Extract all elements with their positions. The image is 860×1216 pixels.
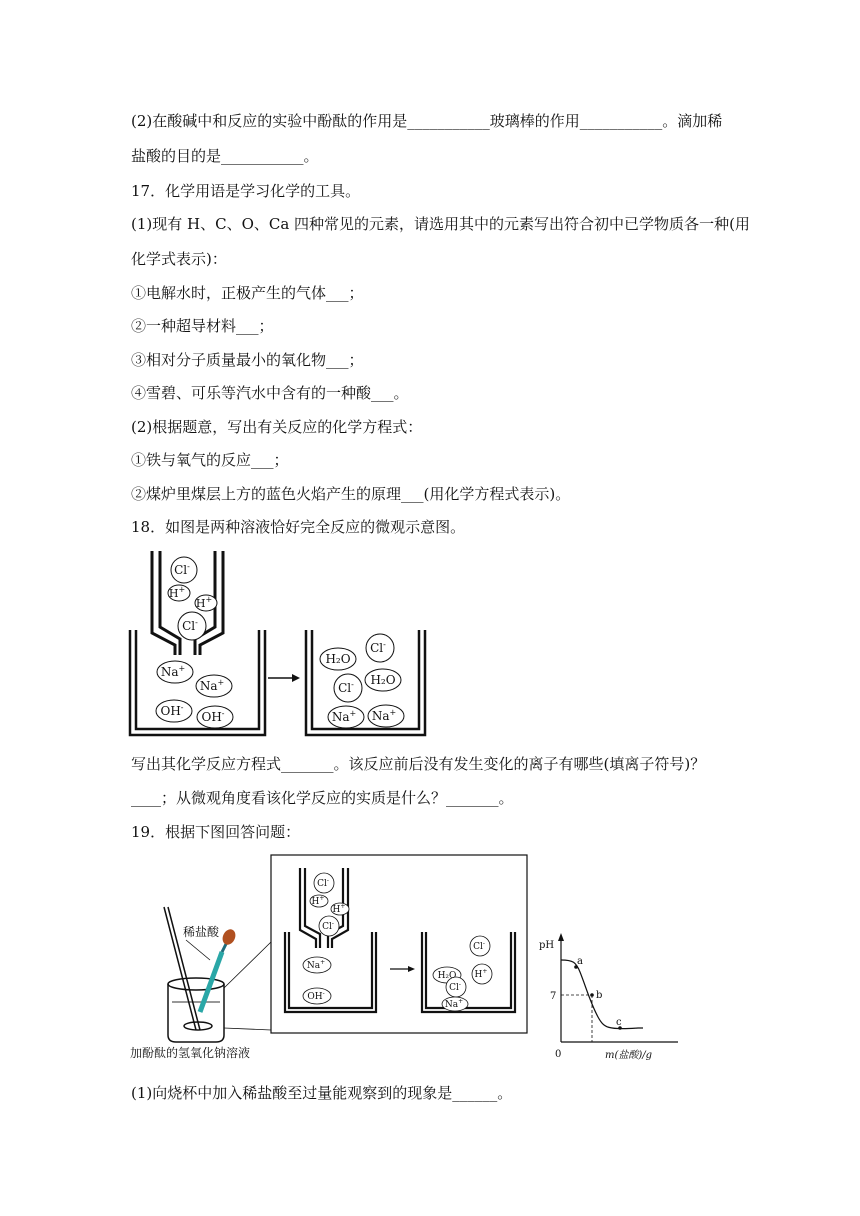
q17-item-3: ③相对分子质量最小的氧化物___；: [131, 351, 364, 369]
svg-text:H+: H+: [168, 585, 186, 600]
svg-text:Na+: Na+: [160, 664, 186, 679]
svg-text:Cl-: Cl-: [370, 640, 386, 655]
svg-text:Na+: Na+: [331, 709, 357, 724]
q17-item-4: ④雪碧、可乐等汽水中含有的一种酸___。: [131, 384, 409, 402]
point-a-label: a: [577, 956, 583, 967]
svg-text:Cl-: Cl-: [338, 680, 354, 695]
graph-y-label: pH: [539, 940, 555, 951]
svg-text:Cl-: Cl-: [473, 940, 485, 952]
q18-answer-line-1: 写出其化学反应方程式_______。该反应前后没有发生变化的离子有哪些(填离子符号)？: [131, 755, 706, 773]
q18-answer-line-2: ____；从微观角度看该化学反应的实质是什么？_______。: [131, 789, 514, 807]
point-b-label: b: [596, 990, 603, 1001]
svg-text:H+: H+: [311, 895, 325, 907]
svg-text:H+: H+: [195, 595, 213, 610]
q17-eq-1: ①铁与氧气的反应___；: [131, 451, 289, 469]
q17-part1-line-1: (1)现有 H、C、O、Ca 四种常见的元素，请选用其中的元素写出符合初中已学物质各一种(用: [131, 215, 750, 233]
svg-text:Cl-: Cl-: [182, 618, 198, 633]
q19-figure: [128, 852, 688, 1067]
q18-reaction-diagram: [120, 545, 440, 745]
svg-text:Na+: Na+: [199, 678, 225, 693]
q17-title: 17．化学用语是学习化学的工具。: [131, 182, 361, 200]
svg-text:OH-: OH-: [160, 703, 184, 718]
svg-text:Cl-: Cl-: [317, 877, 329, 889]
svg-text:H+: H+: [332, 903, 346, 915]
q18-title: 18．如图是两种溶液恰好完全反应的微观示意图。: [131, 518, 466, 536]
svg-text:OH-: OH-: [201, 709, 225, 724]
graph-x-label: m(盐酸)/g: [605, 1050, 653, 1061]
q19-title: 19．根据下图回答问题：: [131, 823, 301, 841]
q19-question-1: (1)向烧杯中加入稀盐酸至过量能观察到的现象是______。: [131, 1084, 513, 1102]
svg-text:H₂O: H₂O: [437, 971, 457, 981]
svg-text:Cl-: Cl-: [322, 920, 334, 932]
q17-part2: (2)根据题意，写出有关反应的化学方程式：: [131, 418, 423, 436]
svg-text:H₂O: H₂O: [325, 652, 351, 666]
svg-text:OH-: OH-: [307, 990, 325, 1002]
dropper-label: 稀盐酸: [183, 925, 220, 939]
svg-text:Na+: Na+: [371, 708, 397, 723]
point-c-label: c: [616, 1017, 622, 1028]
svg-text:Cl-: Cl-: [174, 562, 190, 577]
svg-text:Cl-: Cl-: [449, 981, 461, 993]
q17-eq-2: ②煤炉里煤层上方的蓝色火焰产生的原理___(用化学方程式表示)。: [131, 485, 571, 503]
svg-text:Na+: Na+: [444, 998, 464, 1010]
graph-origin: 0: [555, 1049, 562, 1060]
graph-y-tick: 7: [550, 991, 557, 1002]
q17-item-2: ②一种超导材料___；: [131, 317, 274, 335]
q17-part1-line-2: 化学式表示)：: [131, 250, 227, 268]
q16-line-1: (2)在酸碱中和反应的实验中酚酞的作用是___________玻璃棒的作用___________。滴加稀: [131, 112, 723, 130]
point-b: [590, 993, 594, 997]
q16-line-2: 盐酸的目的是___________。: [131, 147, 319, 165]
svg-text:H₂O: H₂O: [370, 673, 396, 687]
q17-item-1: ①电解水时，正极产生的气体___；: [131, 284, 364, 302]
svg-text:Na+: Na+: [306, 959, 326, 971]
svg-text:H+: H+: [474, 968, 488, 980]
beaker-caption: 加酚酞的氢氧化钠溶液: [130, 1046, 251, 1060]
